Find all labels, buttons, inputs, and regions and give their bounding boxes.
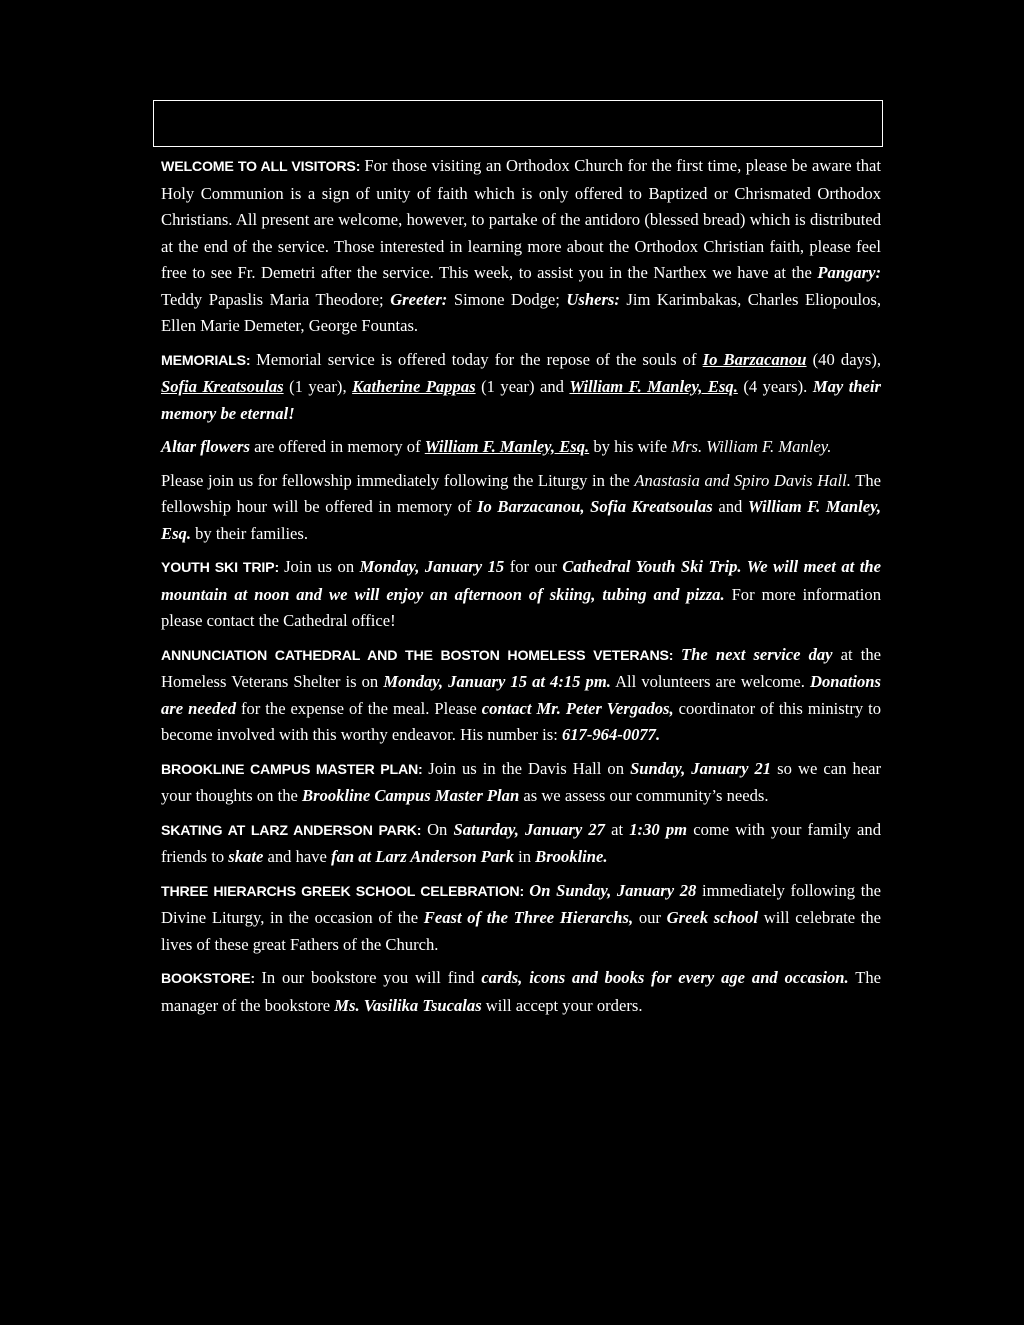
- emphasis-text: Greek school: [666, 908, 759, 927]
- text-run: so we can hear your thoughts on the: [161, 758, 881, 805]
- memorial-name: Sofia Kreatsoulas: [161, 377, 284, 396]
- emphasis-text: cards, icons and books for every age and occasion.: [481, 968, 849, 987]
- announcement-fellowship: [161, 468, 881, 548]
- announcements: [161, 153, 881, 1026]
- text-run: (1 year),: [283, 377, 353, 396]
- emphasis-text: Pangary:: [817, 263, 881, 282]
- section-heading: WELCOME TO ALL VISITORS:: [161, 159, 365, 175]
- announcement-memorials: [161, 347, 881, 428]
- emphasis-text: fan at Larz Anderson Park: [331, 847, 514, 866]
- text-run: For more information please contact the Cathedral office!: [161, 584, 881, 630]
- emphasis-text: Greeter:: [390, 289, 448, 309]
- text-run: For those visiting an Orthodox Church for the first time, please be aware that Holy Communion is a sign of unity of faith which is only offered to Baptized or Chrismated Orthodox Christians. All present are welcome, however, to partake of the antidoro (blessed bread) which is distributed at the end of the service. Those interested in learning more about the Orthodox Christian faith, please feel free to see Fr. Demetri after the service. This week, to assist you in the Narthex we have at the: [161, 156, 881, 282]
- text-run: in: [513, 847, 536, 866]
- text-run: (4 years).: [737, 377, 813, 396]
- emphasis-text: Ms. Vasilika Tsucalas: [334, 995, 482, 1015]
- header-bar: [153, 100, 883, 147]
- text-run: at the Homeless Veterans Shelter is on: [161, 644, 882, 691]
- text-run: for the expense of the meal. Please: [236, 698, 482, 718]
- text-run: The fellowship hour will be offered in memory of: [161, 470, 881, 516]
- text-run: for our: [504, 557, 563, 576]
- text-run: and: [712, 497, 748, 516]
- emphasis-text: skate: [228, 847, 264, 866]
- memorial-name: William F. Manley, Esq.: [569, 377, 738, 396]
- text-run: by his wife: [589, 437, 672, 456]
- emphasis-text: Sunday, January 21: [630, 758, 772, 778]
- text-run: (1 year) and: [475, 377, 570, 396]
- emphasis-text: Cathedral Youth Ski Trip. We will meet at the mountain at noon and we will enjoy an afternoon of skiing, tubing and pizza.: [161, 557, 881, 604]
- announcement-youth-ski-trip: [161, 554, 881, 635]
- emphasis-text: 617-964-0077.: [561, 725, 661, 744]
- text-run: immediately following the Divine Liturgy, in the occasion of the: [161, 880, 881, 927]
- emphasis-text: Ushers:: [566, 289, 620, 309]
- text-run: our: [633, 908, 667, 927]
- emphasis-text: May their memory be eternal!: [161, 377, 881, 423]
- emphasis-text: Feast of the Three Hierarchs,: [423, 908, 634, 927]
- announcement-three-hierarchs: [161, 878, 881, 959]
- emphasis-text: The next service day: [681, 644, 833, 664]
- section-heading: ANNUNCIATION CATHEDRAL AND THE BOSTON HOMELESS VETERANS:: [161, 647, 682, 664]
- memorial-name: Katherine Pappas: [352, 377, 476, 396]
- text-run: Teddy Papaslis Maria Theodore;: [161, 289, 391, 309]
- announcement-master-plan: [161, 756, 881, 810]
- section-heading: BOOKSTORE:: [161, 971, 262, 987]
- announcement-welcome: [161, 153, 881, 340]
- emphasis-text: Monday, January 15 at 4:15 pm.: [383, 672, 611, 691]
- text-run: (40 days),: [806, 349, 882, 369]
- emphasis-text: Anastasia and Spiro Davis Hall.: [634, 470, 851, 490]
- section-heading: YOUTH SKI TRIP:: [161, 560, 285, 576]
- text-run: at: [604, 819, 630, 839]
- emphasis-text: contact Mr. Peter Vergados,: [481, 698, 674, 718]
- text-run: by their families.: [190, 523, 309, 543]
- text-run: On: [427, 819, 454, 839]
- text-run: The manager of the bookstore: [161, 968, 881, 1015]
- announcement-homeless-veterans: [161, 642, 881, 749]
- announcement-skating: [161, 817, 881, 871]
- text-run: In our bookstore you will find: [261, 968, 482, 987]
- text-run: come with your family and friends to: [161, 819, 881, 866]
- text-run: will accept your orders.: [481, 995, 643, 1015]
- text-run: Memorial service is offered today for the repose of the souls of: [256, 349, 703, 369]
- announcement-altar-flowers: [161, 434, 881, 461]
- emphasis-text: On Sunday, January 28: [529, 880, 697, 900]
- emphasis-text: Io Barzacanou, Sofia Kreatsoulas: [477, 497, 713, 516]
- text-run: Please join us for fellowship immediately following the Liturgy in the: [161, 470, 635, 490]
- emphasis-text: Mrs. William F. Manley.: [671, 437, 832, 456]
- text-run: Jim Karimbakas, Charles Eliopoulos, Ellen Marie Demeter, George Fountas.: [161, 289, 881, 335]
- emphasis-text: Altar flowers: [161, 437, 250, 456]
- emphasis-text: William F. Manley, Esq.: [161, 497, 881, 543]
- emphasis-text: Donations are needed: [161, 672, 881, 718]
- emphasis-text: 1:30 pm: [629, 819, 688, 839]
- emphasis-text: Monday, January 15: [359, 557, 505, 576]
- emphasis-text: Saturday, January 27: [453, 819, 605, 839]
- text-run: as we assess our community’s needs.: [519, 786, 769, 805]
- section-heading: MEMORIALS:: [161, 352, 257, 369]
- text-run: All volunteers are welcome.: [610, 672, 810, 691]
- text-run: Join us in the Davis Hall on: [428, 758, 631, 778]
- text-run: coordinator of this ministry to become involved with this worthy endeavor. His number is:: [161, 698, 882, 744]
- text-run: will celebrate the lives of these great Fathers of the Church.: [161, 908, 882, 954]
- section-heading: BROOKLINE CAMPUS MASTER PLAN:: [161, 761, 429, 778]
- memorial-name: Io Barzacanou: [702, 349, 807, 369]
- text-run: Simone Dodge;: [447, 289, 567, 309]
- announcement-bookstore: [161, 965, 881, 1019]
- section-heading: SKATING AT LARZ ANDERSON PARK:: [161, 822, 428, 839]
- emphasis-text: Brookline Campus Master Plan: [302, 786, 520, 805]
- section-heading: THREE HIERARCHS GREEK SCHOOL CELEBRATION:: [161, 883, 530, 900]
- text-run: and have: [263, 847, 332, 866]
- memorial-name: William F. Manley, Esq.: [424, 437, 590, 456]
- emphasis-text: Brookline.: [535, 847, 608, 866]
- text-run: Join us on: [284, 557, 360, 576]
- text-run: are offered in memory of: [249, 437, 425, 456]
